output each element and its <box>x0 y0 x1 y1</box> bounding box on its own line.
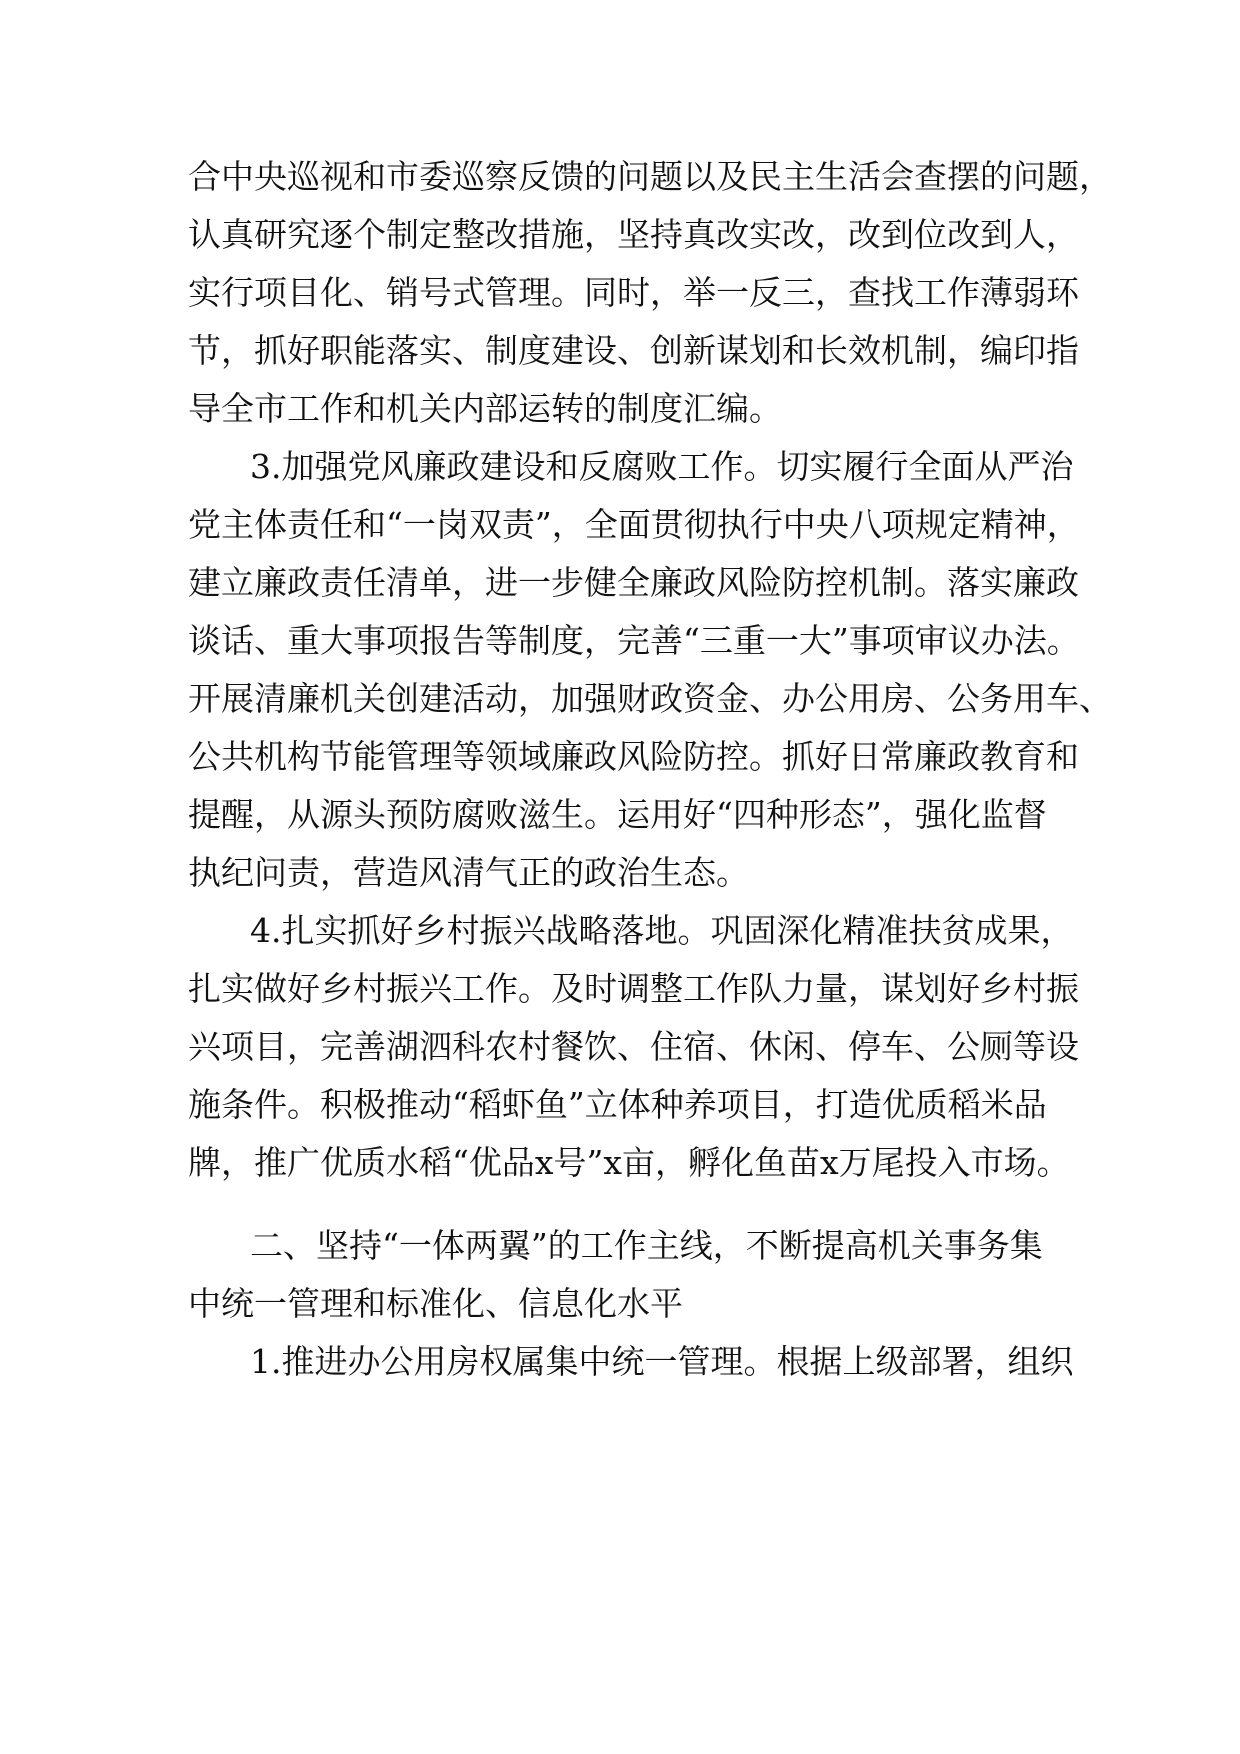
body-text-line: 兴项目，完善湖泗科农村餐饮、住宿、休闲、停车、公厕等设 <box>188 1027 1079 1066</box>
body-text-line: 导全市工作和机关内部运转的制度汇编。 <box>188 389 782 428</box>
body-text-line: 合中央巡视和市委巡察反馈的问题以及民主生活会查摆的问题， <box>188 157 1112 196</box>
body-text-line: 建立廉政责任清单，进一步健全廉政风险防控机制。落实廉政 <box>188 563 1079 602</box>
section-item-heading-line: 1.推进办公用房权属集中统一管理。根据上级部署，组织 <box>250 1342 1074 1381</box>
section-heading-line: 二、坚持“一体两翼”的工作主线，不断提高机关事务集 <box>250 1226 1043 1265</box>
body-text-line: 党主体责任和“一岗双责”，全面贯彻执行中央八项规定精神， <box>188 505 1080 544</box>
body-text-line: 谈话、重大事项报告等制度，完善“三重一大”事项审议办法。 <box>188 621 1080 660</box>
body-text-line: 执纪问责，营造风清气正的政治生态。 <box>188 853 749 892</box>
body-text-line: 认真研究逐个制定整改措施，坚持真改实改，改到位改到人， <box>188 215 1079 254</box>
section-item-heading-line: 3.加强党风廉政建设和反腐败工作。切实履行全面从严治 <box>250 447 1074 486</box>
body-text-line: 施条件。积极推动“稻虾鱼”立体种养项目，打造优质稻米品 <box>188 1085 1047 1124</box>
section-heading-line: 中统一管理和标准化、信息化水平 <box>188 1284 683 1323</box>
body-text-line: 节，抓好职能落实、制度建设、创新谋划和长效机制，编印指 <box>188 331 1079 370</box>
section-item-heading-line: 4.扎实抓好乡村振兴战略落地。巩固深化精准扶贫成果， <box>250 911 1074 950</box>
body-text-line: 实行项目化、销号式管理。同时，举一反三，查找工作薄弱环 <box>188 273 1079 312</box>
body-text-line: 公共机构节能管理等领域廉政风险防控。抓好日常廉政教育和 <box>188 737 1079 776</box>
body-text-line: 扎实做好乡村振兴工作。及时调整工作队力量，谋划好乡村振 <box>188 969 1079 1008</box>
body-text-line: 牌，推广优质水稻“优品x号”x亩，孵化鱼苗x万尾投入市场。 <box>188 1143 1070 1182</box>
body-text-line: 提醒，从源头预防腐败滋生。运用好“四种形态”，强化监督 <box>188 795 1047 834</box>
body-text-line: 开展清廉机关创建活动，加强财政资金、办公用房、公务用车、 <box>188 679 1112 718</box>
